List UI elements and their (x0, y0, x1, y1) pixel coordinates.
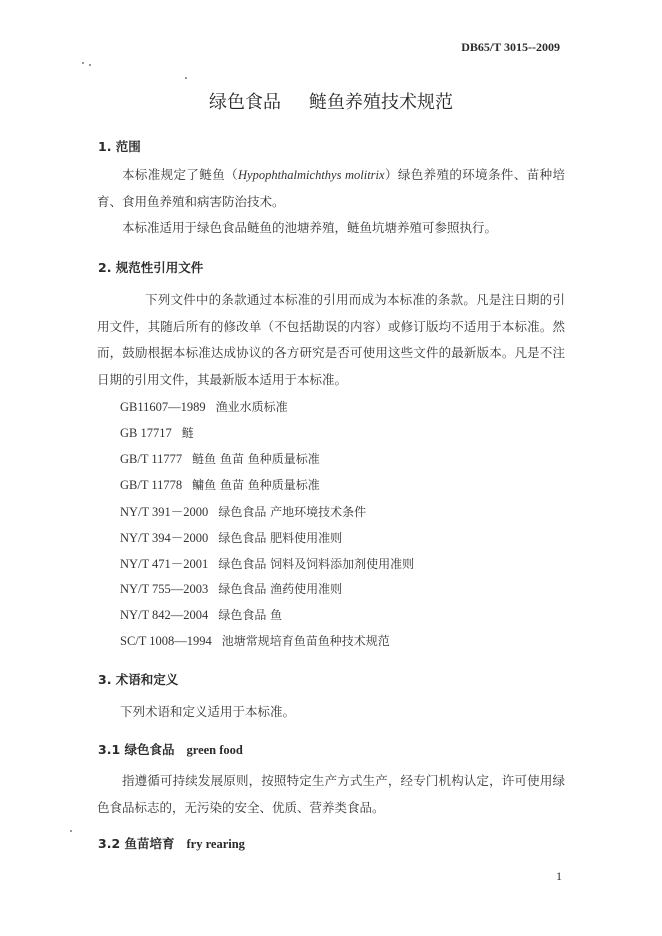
scan-speck (185, 77, 187, 79)
reference-item: NY/T 471－2001 绿色食品 饲料及饲料添加剂使用准则 (120, 557, 415, 571)
section-1-heading: 1. 范围 (98, 139, 141, 154)
subsection-3-2-heading: 3.2 鱼苗培育 fry rearing (98, 836, 245, 851)
subsection-3-1-heading: 3.1 绿色食品 green food (98, 742, 243, 757)
subsection-3-1-paragraph: 指遵循可持续发展原则，按照特定生产方式生产，经专门机构认定，许可使用绿色食品标志的，无污染的安全、优质、营养类食品。 (97, 773, 565, 815)
reference-item: SC/T 1008—1994 池塘常规培育鱼苗鱼种技术规范 (120, 634, 390, 648)
reference-item: GB/T 11778 鳙鱼 鱼苗 鱼种质量标准 (120, 478, 320, 492)
section-1-paragraph-1: 本标准规定了鲢鱼（Hypophthalmichthys molitrix）绿色养殖的环境条件、苗种培育、食用鱼养殖和病害防治技术。 (97, 167, 565, 209)
standard-code: DB65/T 3015--2009 (461, 40, 560, 54)
section-3-heading: 3. 术语和定义 (98, 672, 179, 687)
section-1-paragraph-2: 本标准适用于绿色食品鲢鱼的池塘养殖，鲢鱼坑塘养殖可参照执行。 (122, 220, 498, 235)
reference-item: GB/T 11777 鲢鱼 鱼苗 鱼种质量标准 (120, 452, 320, 466)
latin-name: Hypophthalmichthys molitrix (238, 168, 385, 182)
reference-item: GB11607—1989 渔业水质标准 (120, 400, 288, 414)
page-title (0, 88, 662, 114)
reference-item: NY/T 842—2004 绿色食品 鱼 (120, 608, 283, 622)
section-2-paragraph: 下列文件中的条款通过本标准的引用而成为本标准的条款。凡是注日期的引用文件，其随后所有的修改单（不包括勘误的内容）或修订版均不适用于本标准。然而，鼓励根据本标准达成协议的各方研究是否可使用这些文件的最新版本。凡是不注日期的引用文件，其最新版本适用于本标准。 (97, 292, 565, 387)
section-3-paragraph: 下列术语和定义适用于本标准。 (120, 704, 296, 719)
page-number: 1 (556, 869, 562, 883)
title-part1: 绿色食品 (209, 92, 281, 113)
reference-item: NY/T 394－2000 绿色食品 肥料使用准则 (120, 531, 343, 545)
section-2-heading: 2. 规范性引用文件 (98, 260, 204, 275)
reference-item: GB 17717 鲢 (120, 426, 194, 440)
reference-item: NY/T 391－2000 绿色食品 产地环境技术条件 (120, 505, 367, 519)
scan-speck (70, 830, 72, 832)
scan-speck (82, 62, 84, 64)
scan-speck (89, 64, 91, 66)
title-part2: 鲢鱼养殖技术规范 (309, 92, 453, 113)
reference-item: NY/T 755—2003 绿色食品 渔药使用准则 (120, 582, 343, 596)
